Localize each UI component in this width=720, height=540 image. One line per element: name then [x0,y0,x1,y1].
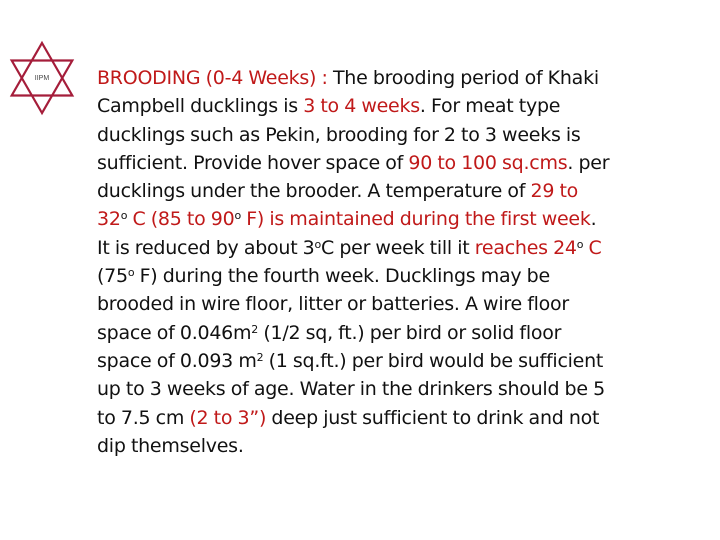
body-text-segment: 2 [251,322,259,336]
text-line [97,234,677,262]
body-text-segment: C per week till it [321,236,475,259]
body-text-segment: space of 0.046m [97,321,252,344]
text-line [97,262,677,290]
body-text-segment: . [590,208,597,231]
text-line [97,347,677,375]
logo-label: IIPM [34,74,50,82]
text-line [97,64,677,92]
highlighted-text: 29 to [530,180,579,203]
highlighted-text: o [234,209,241,223]
highlighted-text: C (85 to 90 [127,208,235,231]
body-text-segment: . For meat type [419,95,561,118]
body-text-segment: It is reduced by about 3 [97,236,315,259]
highlighted-text: C [583,236,602,259]
highlighted-text: 3 to 4 weeks [303,95,420,118]
text-line [97,177,677,205]
body-text-segment: . per [567,151,610,174]
highlighted-text: o [120,209,128,223]
text-line [97,375,677,403]
body-text-segment: brooded in wire floor, litter or batteries. A wire floor [97,293,569,316]
highlighted-text: 32 [97,208,121,231]
highlighted-text: (2 to 3”) [189,406,267,429]
body-text-segment: Campbell ducklings is [97,95,304,118]
highlighted-text: BROODING (0-4 Weeks) : [97,67,333,89]
text-line [97,290,677,318]
highlighted-text: 90 to 100 sq.cms [408,151,568,174]
body-text-segment: ducklings under the brooder. A temperature of [97,180,531,203]
body-text-segment: (1 sq.ft.) per bird would be sufficient [263,349,604,372]
hexagram-logo-icon [4,40,80,116]
body-text-segment: sufficient. Provide hover space of [97,151,409,174]
brooding-paragraph [97,64,677,460]
body-text-segment: to 7.5 cm [97,406,190,429]
text-line [97,319,677,347]
body-text-segment: deep just sufficient to drink and not [266,406,600,429]
text-line [97,205,677,233]
body-text-segment: o [314,237,322,251]
body-text-segment: dip themselves. [97,434,244,457]
highlighted-text: F) is maintained during the first week [240,208,591,231]
text-line [97,432,677,460]
body-text-segment: The brooding period of Khaki [332,67,599,89]
body-text-segment: ducklings such as Pekin, brooding for 2 to 3 weeks is [97,123,581,146]
body-text-segment: F) during the fourth week. Ducklings may be [134,265,550,288]
text-line [97,149,677,177]
body-text-segment: o [127,266,135,280]
body-text-segment: space of 0.093 m [97,349,257,372]
text-line [97,404,677,432]
text-line [97,121,677,149]
text-line [97,92,677,120]
highlighted-text: reaches 24 [474,236,577,259]
body-text-segment: up to 3 weeks of age. Water in the drinkers should be 5 [97,378,605,401]
body-text-segment: 2 [256,350,264,364]
body-text-segment: (75 [97,265,128,288]
body-text-segment: (1/2 sq, ft.) per bird or solid floor [258,321,562,344]
highlighted-text: o [576,237,584,251]
